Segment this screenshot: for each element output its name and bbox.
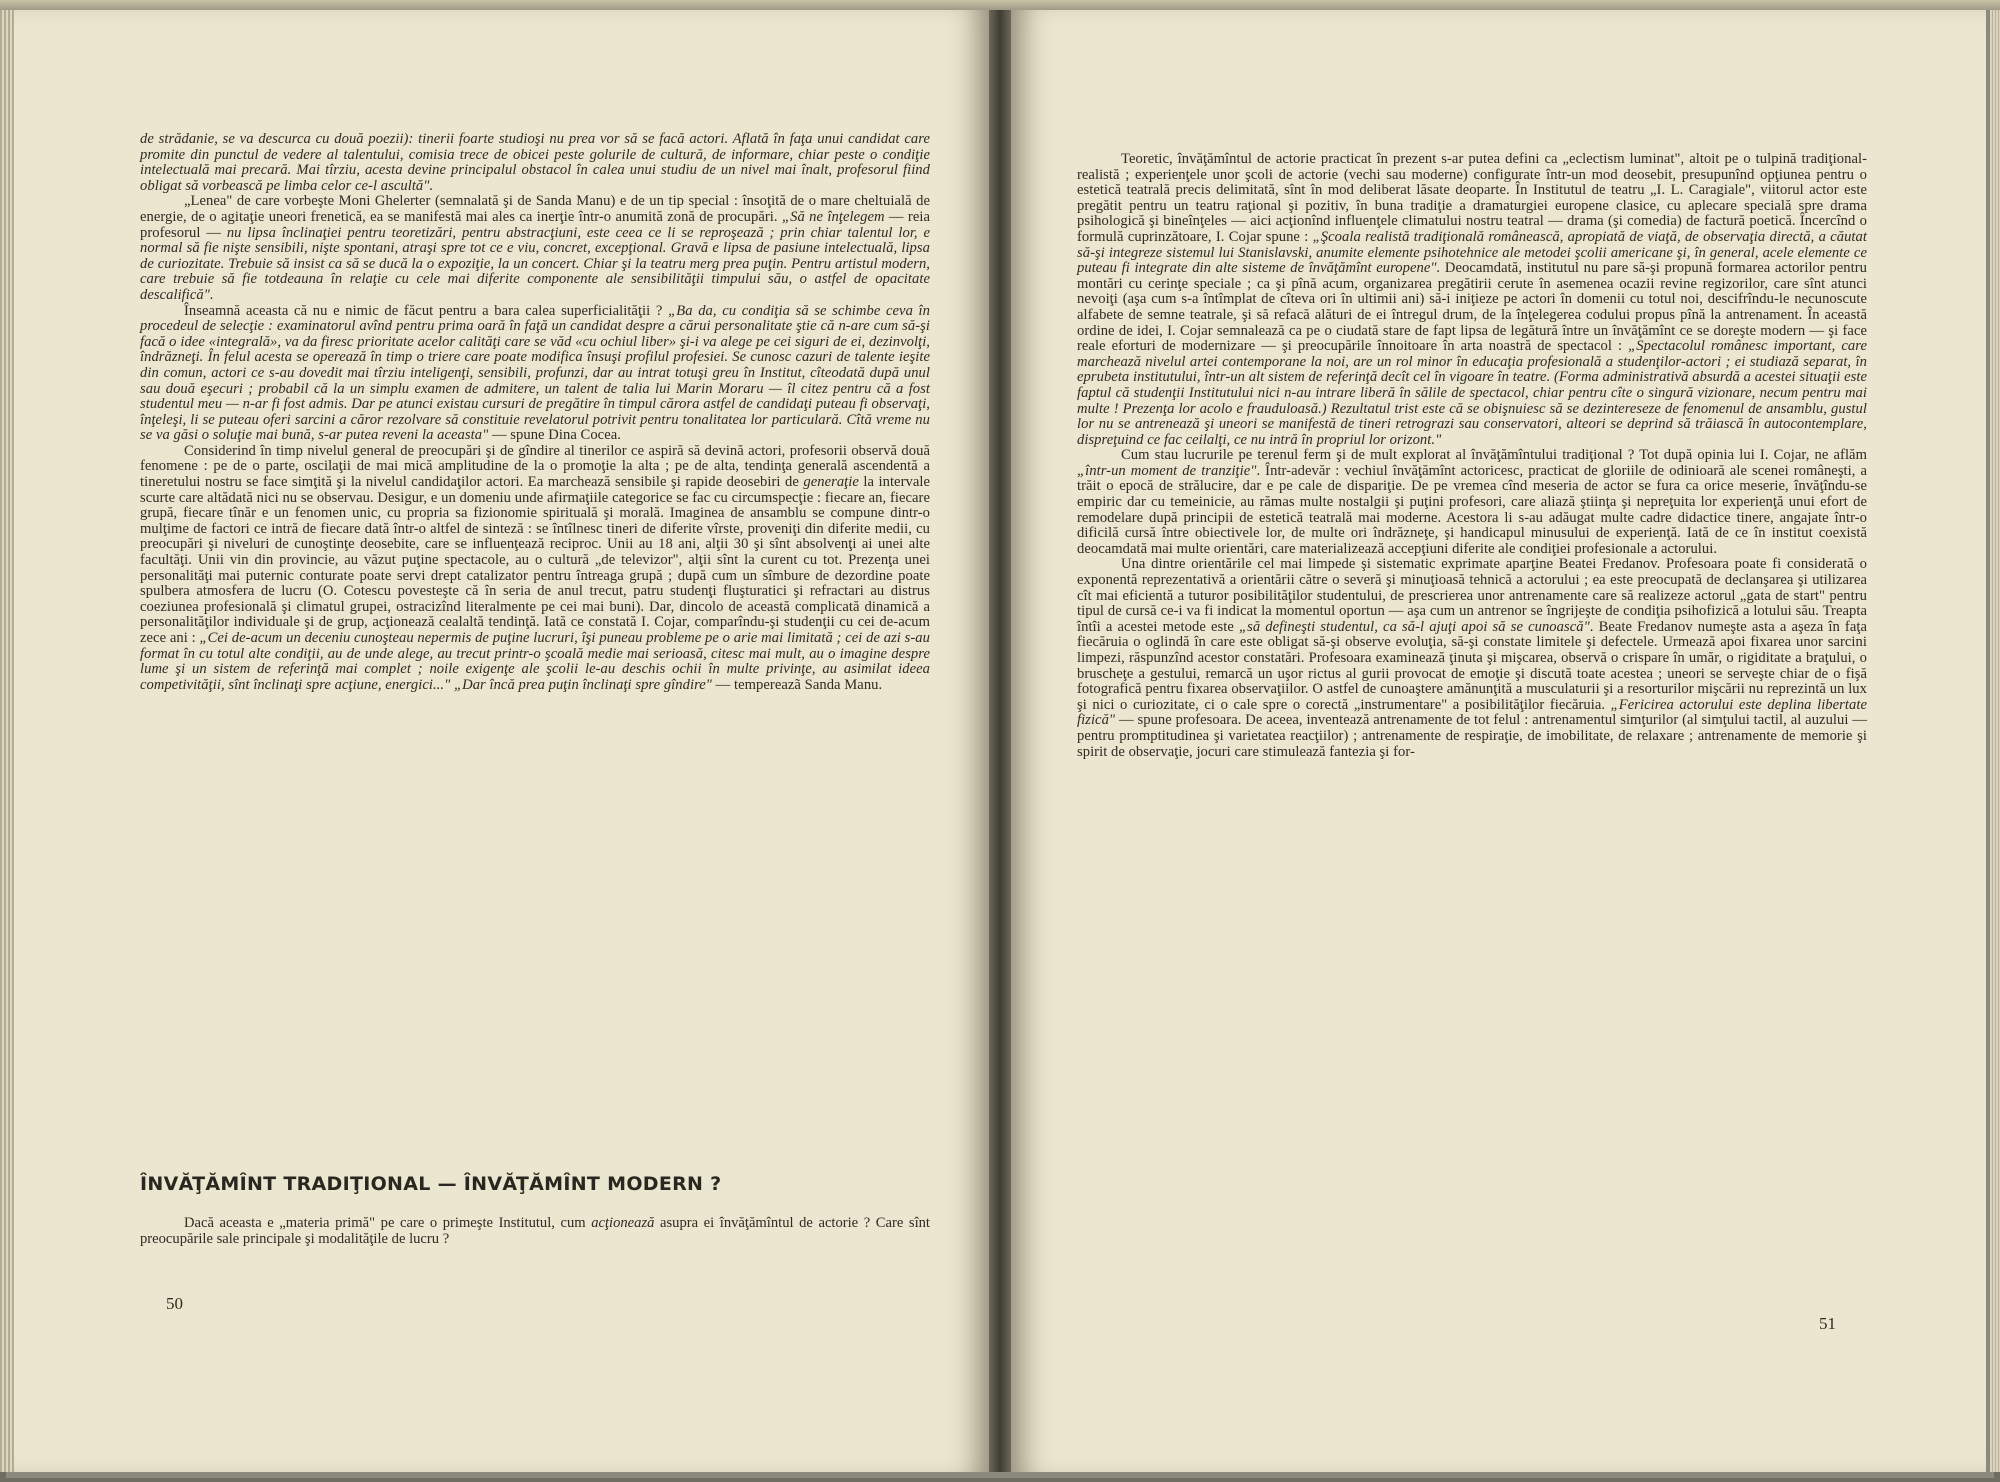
- italic-text-run: „Fericirea actorului este deplina libertate fizică": [1077, 696, 1867, 729]
- page-edge-left: [0, 10, 14, 1472]
- page-number-left: 50: [166, 1294, 183, 1313]
- paragraph: [1077, 448, 1867, 557]
- italic-text-run: „Cei de-acum un deceniu cunoşteau nepermis de puţine lucruri, îşi puneau probleme pe o arie mai limitată ; cei de azi s-au format în cu totul alte condiţii, au de unde alege, au trecut printr-o şcoală medie mai serioasă, citesc mai mult, au o imagine despre lume şi un sistem de referinţă mai complet ; noile exigenţe ale şcolii le-au deschis ochii în multe privinţe, au asimilat ideea competivităţii, sînt înclinaţi spre acţiune, energici..." „Dar încă prea puţin înclinaţi spre gîndire": [140, 630, 930, 693]
- italic-text-run: „Spectacolul românesc important, care marchează nivelul artei contemporane la noi, are un rol minor în educaţia profesională a studenţilor-actori ; ei studiază separat, în eprubeta institutului, într-un alt sistem de referinţă decît cel în vigoare în teatre. (Forma administrativă absurdă a acestei situaţii este faptul că studenţii Institutului nici n-au intrare liberă în sălile de spectacol, chiar pentru cîte o singură vizionare, necum pentru mai multe ! Prezenţa lor acolo e frauduloasă.) Rezultatul trist este că se obişnuiesc să se dezintereseze de fenomenul de ansamblu, gustul lor nu se antrenează şi uneori se manifestă de tineri retrograzi sau conservatori, alteori se deprind să trăiască în autocontemplare, dispreţuind ce fac ceilalţi, ce nu intră în propriul lor orizont.": [1077, 338, 1867, 448]
- italic-text-run: „Să ne înţelegem: [781, 208, 885, 225]
- text-run: Cum stau lucrurile pe terenul ferm şi de mult explorat al învăţămîntului tradiţional ? Tot după opinia lui I. Cojar, ne aflăm: [1121, 447, 1867, 464]
- page-right: [1011, 10, 1986, 1472]
- paragraph: [140, 132, 930, 194]
- paragraph: [140, 1216, 930, 1247]
- text-run: „Lenea" de care vorbeşte Moni Ghelerter (semnalată şi de Sanda Manu) e de un tip special : însoţită de o mare cheltuială de energie, de o agitaţie uneori frenetică, ea se manifestă mai ales ca inerţie într-o anumită zonă de procupări.: [140, 193, 930, 225]
- italic-text-run: de strădanie, se va descurca cu două poezii): tinerii foarte studioşi nu prea vor să se facă actori. Aflată în faţa unui candidat care promite din punctul de vedere al talentului, comisia trece de obicei peste golurile de cultură, de informare, chiar peste o condiţie intelectuală mai precară. Mai tîrziu, acesta devine principalul obstacol în calea unui studiu de un nivel mai înalt, profesorul fiind obligat să vorbească pe limba celor ce-l ascultă".: [140, 131, 930, 194]
- text-run: — tempereazã Sanda Manu.: [711, 676, 883, 693]
- paragraph: [140, 194, 930, 303]
- text-run: — spune Dina Cocea.: [488, 427, 621, 444]
- section-intro-text: [140, 1216, 930, 1247]
- paragraph: [1077, 152, 1867, 448]
- text-run: — reia profesorul —: [140, 208, 930, 241]
- text-run: Deocamdată, institutul nu pare să-şi propună formarea actorilor pentru montări cu cerinţe speciale ; ca şi pînă acum, organizarea pregătirii cerute în asemenea ocazii revine regizorilor, care sînt atunci nevoiţi (aşa cum s-a întîmplat de cîteva ori în ultimii ani) să-i iniţieze pe actori în domenii cu totul noi, descifrîndu-le necunoscute alfabete de semne teatrale, şi să refacă alături de ei întregul drum, de la înţelegerea codului propus pînă la antrenament. În această ordine de idei, I. Cojar semnalează ca pe o ciudată stare de fapt lipsa de legătură între un învăţămînt ce se doreşte modern — şi face reale eforturi de modernizare — şi preocupările înnoitoare în arta noastră de spectacol :: [1077, 260, 1867, 355]
- italic-text-run: „Ba da, cu condiţia să se schimbe ceva în procedeul de selecţie : examinatorul avînd pentru prima oară în faţă un candidat despre a cărui personalitate ştie că n-are cum să-şi facă o idee «integrală», va da firesc prioritate acelor calităţi care se văd «cu ochiul liber» şi-i va alege pe cei siguri de ei, dezinvolţi, îndrăzneţi. În felul acesta se operează în timp o triere care poate modifica însuşi profilul profesiei. Se cunosc cazuri de talente ieşite din comun, actori ce s-au dovedit mai tîrziu inteligenţi, sensibili, profunzi, dar au intrat totuşi greu în Institut, cîteodată după unul sau două eşecuri ; probabil că la un simplu examen de admitere, un talent de talia lui Marin Moraru — îl citez pentru că a fost studentul meu — n-ar fi fost admis. Dar pe atunci existau cursuri de pregătire în timpul cărora astfel de candidaţi puteau fi observaţi, înţeleşi, li se puteau oferi sarcini a căror rezolvare să constituie revelatorul potrivit pentru tonalitatea lor particulară. Cîtă vreme nu se va găsi o soluţie mai bună, s-ar putea reveni la aceasta": [140, 302, 931, 444]
- italic-text-run: „să defineşti studentul, ca să-l ajuţi apoi să se cunoască": [1238, 618, 1590, 635]
- text-run: . Într-adevăr : vechiul învăţămînt actoricesc, practicat de gloriile de odinioară ale scenei româneşti, a trăit o epocă de strălucire, dar e pe cale de dispariţie. De pe vremea cînd meseria de actor se fura ca orice meserie, învăţîndu-se empiric dar cu temeinicie, au rămas multe nostalgii şi puţini profesori, care aliază ştiinţa şi nepreţuita lor experienţă unui efort de remodelare după principii de estetică teatrală mai moderne. Acestora li s-au adăugat multe cadre didactice tinere, angajate într-o dificilă cursă între obiectivele lor, de multe ori îndrăzneţe, şi handicapul minusului de experienţă. Iată de ce în institut coexistă deocamdată mai multe orientări, care materializează accepţiuni diferite ale condiţiei profesionale a actorului.: [1077, 462, 1867, 557]
- text-run: asupra ei învăţămîntul de actorie ? Care sînt preocupările sale principale şi modalităţile de lucru ?: [140, 1215, 930, 1247]
- text-run: Dacă aceasta e „materia primă" pe care o primeşte Institutul, cum: [184, 1215, 592, 1231]
- page-number-right: 51: [1819, 1314, 1836, 1333]
- italic-text-run: nu lipsa înclinaţiei pentru teoretizări, pentru abstracţiuni, este ceea ce li se reproşează ; prin chiar talentul lor, e normal să fie nişte sensibili, nişte spontani, atraşi spre tot ce e viu, concret, excepţional. Gravă e lipsa de pasiune intelectuală, lipsa de curiozitate. Trebuie să insist ca să se ducă la o expoziţie, la un concert. Chiar şi la teatru merg prea puţin. Pentru artistul modern, care trebuie să fie totdeauna în relaţie cu cele mai diferite componente ale sensibilităţii timpului său, o astfel de opacitate descalifică".: [140, 224, 930, 303]
- text-run: . Beate Fredanov numeşte asta a aşeza în faţa fiecăruia o oglindă în care este obligat să-şi observe evoluţia, să-şi constate limitele şi defectele. Urmează apoi fixarea unor sarcini limpezi, răspunzînd acestor constatări. Profesoara examinează ţinuta şi mişcarea, observă o crispare în umăr, o rigiditate a braţului, o bruscheţe a gestului, remarcă un uşor rictus al gurii provocat de emoţie şi discută toate acestea ; uneori se serveşte chiar de o fişă fotografică pentru fixarea observaţiilor. O astfel de cunoaştere amănunţită a musculaturii şi a resorturilor mişcării nu reprezintă un lux şi nici o curiozitate, ci o cale spre o corectă „instrumentare" a posibilităţilor fiecăruia.: [1077, 618, 1867, 713]
- left-body-text: [140, 132, 930, 693]
- italic-text-run: „într-un moment de tranziţie": [1077, 462, 1257, 479]
- italic-text-run: generaţie: [803, 474, 859, 491]
- book-cover-edge: [0, 0, 2000, 10]
- text-run: — spune profesoara. De aceea, inventează antrenamente de tot felul : antrenamentul simţurilor (al simţului tactil, al auzului — pentru promptitudinea şi varietatea reacţiilor) ; antrenamente de respiraţie, de imobilitate, de relaxare ; antrenamente de memorie şi spirit de observaţie, jocuri care stimulează fantezia şi for-: [1077, 712, 1867, 760]
- text-run: la intervale scurte care altădată nici nu se observau. Desigur, e un domeniu unde afirmaţiile categorice se fac cu circumspecţie : fiecare an, fiecare grupă, fiecare tînăr e un fenomen unic, cu propria sa fizionomie spirituală şi morală. Imaginea de ansamblu se compune dintr-o mulţime de factori ce intră de fiecare dată într-o altfel de sinteză : se întîlnesc tineri de diferite vîrste, proveniţi din diferite medii, cu preocupări şi niveluri de cunoştinţe deosebite, care se influenţează reciproc. Unii au 18 ani, alţii 30 şi sînt absolvenţi ai unei alte facultăţi. Unii vin din provincie, au văzut puţine spectacole, au o cultură „de televizor", alţii sînt la curent cu tot. Prezenţa unei personalităţi mai puternic conturate poate servi drept catalizator pentru întreaga grupă ; după cum un sîmbure de dezordine poate spulbera atmosfera de lucru (O. Cotescu povesteşte că în seria de anul trecut, patru studenţi fluşturatici şi refractari au distrus coeziunea profesională şi climatul grupei, ostracizînd literalmente pe cei mai buni). Dar, dincolo de această complicată dinamică a personalităţilor individuale şi de grup, acţionează cealaltă tendinţă. Iată ce constată I. Cojar, comparîndu-şi studenţii cu cei de-acum zece ani :: [140, 474, 930, 646]
- page-left: [14, 10, 989, 1472]
- italic-text-run: acţionează: [591, 1215, 655, 1231]
- paragraph: [140, 444, 930, 694]
- right-body-text: [1077, 152, 1867, 760]
- italic-text-run: „Şcoala realistă tradiţională românească, apropiată de viaţă, de observaţia directă, a căutat să-şi integreze sistemul lui Stanislavski, anumite elemente psihotehnice ale metodei şcolii americane şi, în general, acele elemente ce puteau fi integrate din alte sisteme de învăţămînt europene".: [1077, 228, 1867, 277]
- paragraph: [1077, 557, 1867, 760]
- book-gutter: [989, 10, 1011, 1472]
- section-heading: ÎNVĂŢĂMÎNT TRADIŢIONAL — ÎNVĂŢĂMÎNT MODERN ?: [140, 1173, 722, 1195]
- text-run: Înseamnă aceasta că nu e nimic de făcut pentru a bara calea superficialităţii ?: [184, 302, 669, 319]
- page-edge-right: [1990, 10, 2000, 1472]
- text-run: Teoretic, învăţămîntul de actorie practicat în prezent s-ar putea defini ca „eclectism luminat", altoit pe o tulpină tradiţional-realistă ; experienţele unor şcoli de actorie (vechi sau moderne) configurate într-un mod deosebit, presupunînd opţiunea pentru o estetică teatrală precis delimitată, sînt în mod deliberat lăsate deoparte. În Institutul de teatru „I. L. Caragiale", viitorul actor este pregătit pentru un teatru raţional şi pozitiv, în buna tradiţie a dramaturgiei europene clasice, cu aplecare specială spre drama psihologică şi bineînţeles — aici acţionînd influenţele climatului nostru teatral — drama (şi comedia) de factură poetică. Încercînd o formulă cuprinzătoare, I. Cojar spune :: [1077, 151, 1867, 245]
- text-run: Considerind în timp nivelul general de preocupări şi de gîndire al tinerilor ce aspiră să devină actori, profesorii observă două fenomene : pe de o parte, oscilaţii de mai mică amplitudine de la o promoţie la alta ; pe de alta, tendinţa generală ascendentă a tineretului nostru se face simţită şi la nivelul candidaţilor actori. Ea marchează sensibile şi rapide deosebiri de: [140, 442, 930, 491]
- text-run: Una dintre orientările cel mai limpede şi sistematic exprimate aparţine Beatei Fredanov. Profesoara poate fi considerată o exponentă reprezentativă a orientării către o severă şi minuţioasă tehnică a actorului ; ea este preocupată de declanşarea şi utilizarea cît mai eficientă a tuturor posibilităţilor studentului, de prescrierea unor antrenamente care să realizeze actorul „gata de start" pentru tipul de cursă ce-i va fi indicat la momentul oportun — aşa cum un antrenor se îngrijeşte de condiţia psihofizică a lotului său. Treapta întîi a acestei metode este: [1077, 556, 1867, 635]
- paragraph: [140, 304, 930, 444]
